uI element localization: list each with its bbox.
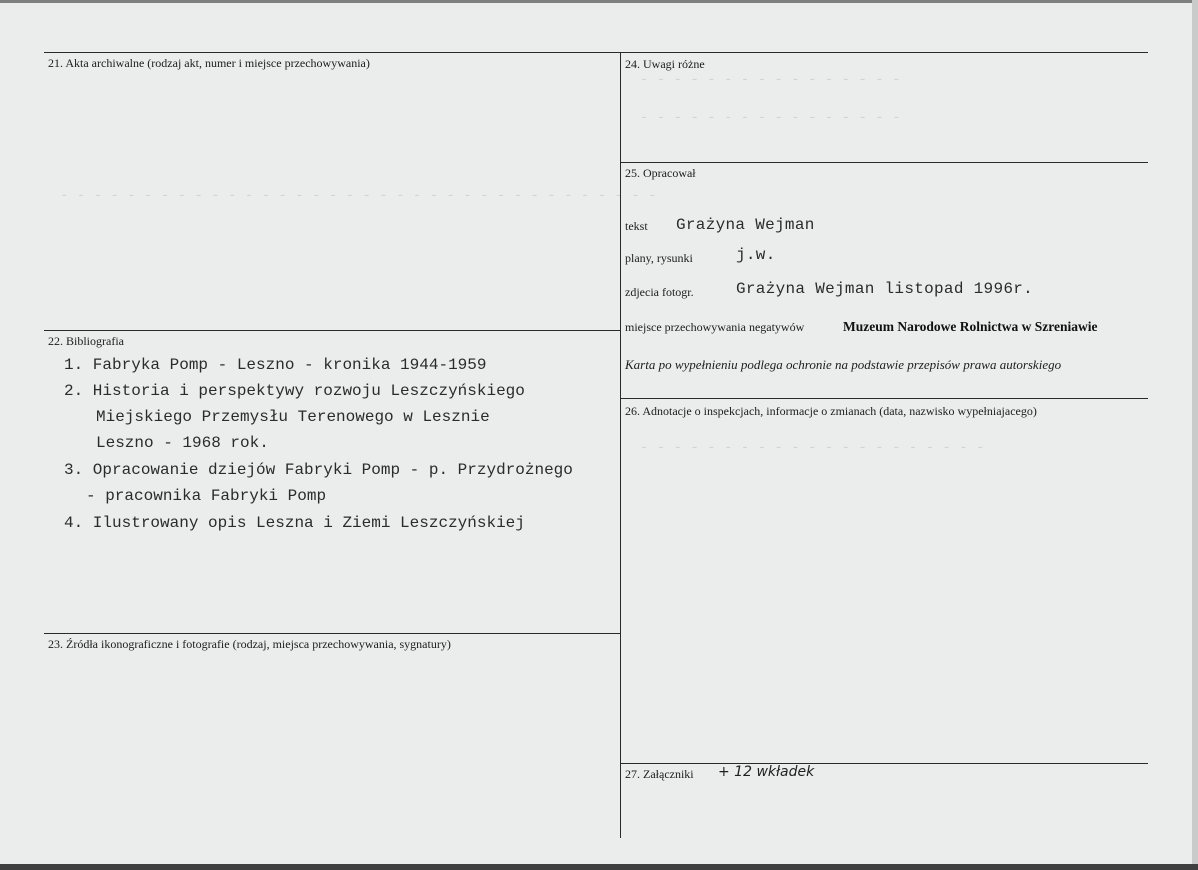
zdjecia-label: zdjecia fotogr.	[625, 285, 694, 299]
copyright-note: Karta po wypełnieniu podlega ochronie na podstawie przepisów prawa autorskiego	[625, 357, 1062, 372]
zdjecia-value: Grażyna Wejman listopad 1996r.	[736, 280, 1034, 298]
field-24-label: 24. Uwagi różne	[625, 57, 705, 71]
rule-top	[44, 52, 1148, 53]
rule-26-top	[620, 398, 1148, 399]
card-right-edge	[1192, 0, 1198, 870]
miejsce-label: miejsce przechowywania negatywów	[625, 320, 805, 334]
bibliography-line: 3. Opracowanie dziejów Fabryki Pomp - p. Przydrożnego	[64, 461, 573, 479]
field-25-label: 25. Opracował	[625, 166, 696, 180]
bleed-through: - - - - - - - - - - - - - - - - - - - - - - - - - - - - - - - - - - - -	[60, 188, 657, 204]
rule-25-top	[620, 162, 1148, 163]
field-23-label: 23. Źródła ikonograficzne i fotografie (rodzaj, miejsca przechowywania, sygnatury)	[48, 637, 451, 651]
field-26-label: 26. Adnotacje o inspekcjach, informacje o zmianach (data, nazwisko wypełniajacego)	[625, 404, 1037, 418]
rule-27-top	[620, 763, 1148, 764]
field-22-label: 22. Bibliografia	[48, 334, 124, 348]
bibliography-line: Miejskiego Przemysłu Terenowego w Lesznie	[96, 408, 490, 426]
field-21-label: 21. Akta archiwalne (rodzaj akt, numer i miejsce przechowywania)	[48, 56, 370, 70]
miejsce-value: Muzeum Narodowe Rolnictwa w Szreniawie	[843, 319, 1098, 334]
bibliography-line: 4. Ilustrowany opis Leszna i Ziemi Leszczyńskiej	[64, 514, 525, 532]
attachments-handwritten: + 12 wkładek	[718, 764, 815, 780]
plany-value: j.w.	[736, 246, 776, 264]
rule-22-top	[44, 330, 620, 331]
bibliography-line: Leszno - 1968 rok.	[96, 434, 269, 452]
bleed-through: - - - - - - - - - - - - - - - -	[640, 72, 901, 88]
bleed-through: - - - - - - - - - - - - - - - - - - - - -	[640, 440, 985, 456]
card-top-edge	[0, 0, 1198, 3]
rule-23-top	[44, 633, 620, 634]
field-27-label: 27. Załączniki	[625, 767, 694, 781]
bibliography-line: 2. Historia i perspektywy rozwoju Leszczyńskiego	[64, 382, 525, 400]
column-divider	[620, 52, 621, 838]
tekst-value: Grażyna Wejman	[676, 216, 815, 234]
plany-label: plany, rysunki	[625, 251, 693, 265]
bibliography-line: 1. Fabryka Pomp - Leszno - kronika 1944-1959	[64, 356, 487, 374]
card-bottom-edge	[0, 864, 1198, 870]
bibliography-line: - pracownika Fabryki Pomp	[86, 487, 327, 505]
tekst-label: tekst	[625, 219, 648, 233]
bleed-through: - - - - - - - - - - - - - - - -	[640, 110, 901, 126]
